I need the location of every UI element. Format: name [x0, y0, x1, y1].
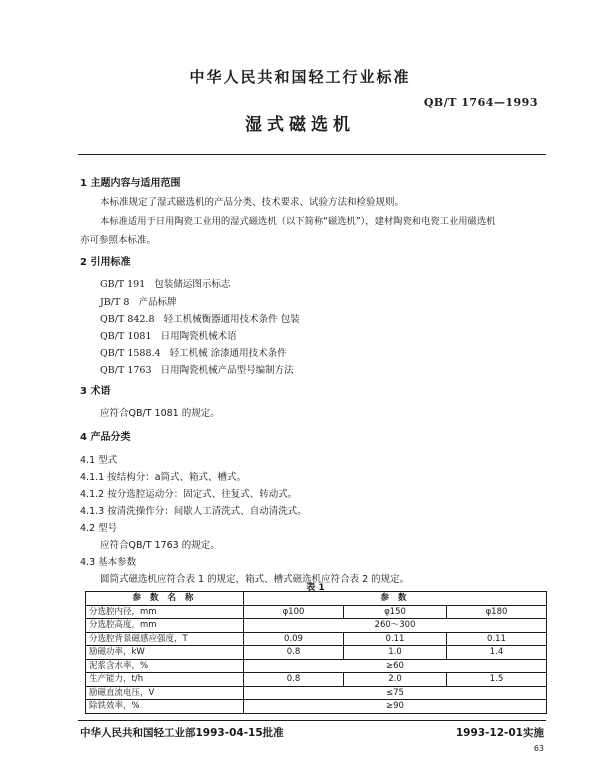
table-row: [86, 659, 547, 673]
table-row: [86, 619, 547, 633]
section-3-heading: 3 术语: [80, 386, 111, 397]
table-cell-name: 分选腔高度，mm: [86, 619, 244, 633]
reference-code: QB/T 842.8: [100, 314, 155, 325]
table-1-caption: 表 1: [306, 583, 325, 593]
table-cell-name: 分选腔背景磁感应强度，T: [86, 632, 244, 646]
table-cell: φ150: [344, 605, 447, 619]
table-cell: 0.8: [244, 646, 344, 660]
table-cell: 1.5: [447, 673, 547, 687]
table-cell-name: 励磁功率，kW: [86, 646, 244, 660]
table-cell: 0.09: [244, 632, 344, 646]
standard-code: QB/T 1764—1993: [423, 96, 538, 109]
page-number: 63: [533, 744, 544, 753]
document-title: 湿式磁选机: [245, 115, 355, 135]
reference-name: 轻工机械 涂漆通用技术条件: [169, 348, 287, 359]
reference-name: 轻工机械衡器通用技术条件 包装: [163, 314, 300, 325]
table-header-param: 参 数 名 称: [86, 592, 244, 606]
reference-item: [100, 311, 300, 325]
table-row: [86, 605, 547, 619]
reference-item: [100, 276, 230, 290]
header-rule: [78, 154, 546, 155]
section-4-heading: 4 产品分类: [80, 432, 131, 443]
clause-4-1-2: 4.1.2 按分选腔运动分：固定式、往复式、转动式。: [80, 489, 298, 500]
table-row: [86, 700, 547, 714]
section-1-para-2-cont: 亦可参照本标准。: [80, 235, 157, 246]
standard-org-title: 中华人民共和国轻工行业标准: [189, 68, 411, 86]
clause-4-2-para: 应符合QB/T 1763 的规定。: [100, 540, 220, 551]
table-cell-merged: ≥90: [244, 700, 547, 714]
table-cell: 0.11: [447, 632, 547, 646]
reference-code: GB/T 191: [100, 279, 146, 290]
clause-4-3-para: 圆筒式磁选机应符合表 1 的规定，箱式、槽式磁选机应符合表 2 的规定。: [100, 574, 410, 585]
table-cell-name: 励磁直流电压，V: [86, 686, 244, 700]
table-cell-name: 分选腔内径，mm: [86, 605, 244, 619]
reference-item: [100, 345, 287, 359]
table-cell-name: 除铁效率，%: [86, 700, 244, 714]
reference-name: 包装储运图示标志: [154, 279, 231, 290]
table-cell: 0.8: [244, 673, 344, 687]
table-1: [85, 591, 547, 714]
effective-date: 1993-12-01实施: [455, 727, 544, 739]
table-cell-merged: 260～300: [244, 619, 547, 633]
table-header-values: 参 数: [244, 592, 547, 606]
table-cell: φ100: [244, 605, 344, 619]
table-row: [86, 632, 547, 646]
table-cell: 1.0: [344, 646, 447, 660]
clause-4-3: 4.3 基本参数: [80, 557, 137, 568]
section-2-heading: 2 引用标准: [80, 257, 131, 268]
reference-item: [100, 328, 237, 342]
table-cell: 2.0: [344, 673, 447, 687]
table-cell-name: 生产能力，t/h: [86, 673, 244, 687]
footer-rule: [78, 720, 546, 721]
clause-4-1: 4.1 型式: [80, 455, 118, 466]
section-1-para-2: 本标准适用于日用陶瓷工业用的湿式磁选机（以下简称“磁选机”），建材陶瓷和电瓷工业用磁选机: [100, 216, 496, 227]
reference-name: 日用陶瓷机械术语: [160, 331, 237, 342]
clause-4-1-3: 4.1.3 按清洗操作分：间歇人工清洗式、自动清洗式。: [80, 506, 307, 517]
table-header-row: [86, 592, 547, 606]
reference-item: [100, 294, 176, 308]
reference-code: JB/T 8: [100, 297, 130, 308]
reference-code: QB/T 1588.4: [100, 348, 161, 359]
table-row: [86, 673, 547, 687]
reference-code: QB/T 1763: [100, 365, 152, 376]
table-cell: φ180: [447, 605, 547, 619]
reference-name: 产品标牌: [138, 297, 177, 308]
section-1-para-1: 本标准规定了湿式磁选机的产品分类、技术要求、试验方法和检验规则。: [100, 197, 405, 208]
section-1-heading: 1 主题内容与适用范围: [80, 178, 181, 189]
table-cell-merged: ≥60: [244, 659, 547, 673]
reference-code: QB/T 1081: [100, 331, 152, 342]
reference-name: 日用陶瓷机械产品型号编制方法: [160, 365, 294, 376]
table-row: [86, 646, 547, 660]
table-cell-merged: ≤75: [244, 686, 547, 700]
clause-4-1-1: 4.1.1 按结构分：a筒式、箱式、槽式。: [80, 472, 247, 483]
table-cell: 1.4: [447, 646, 547, 660]
clause-4-2: 4.2 型号: [80, 523, 118, 534]
table-row: [86, 686, 547, 700]
table-cell-name: 泥浆含水率，%: [86, 659, 244, 673]
approval-statement: 中华人民共和国轻工业部1993-04-15批准: [80, 727, 284, 739]
reference-item: [100, 362, 294, 376]
section-3-para: 应符合QB/T 1081 的规定。: [100, 408, 220, 419]
table-cell: 0.11: [344, 632, 447, 646]
